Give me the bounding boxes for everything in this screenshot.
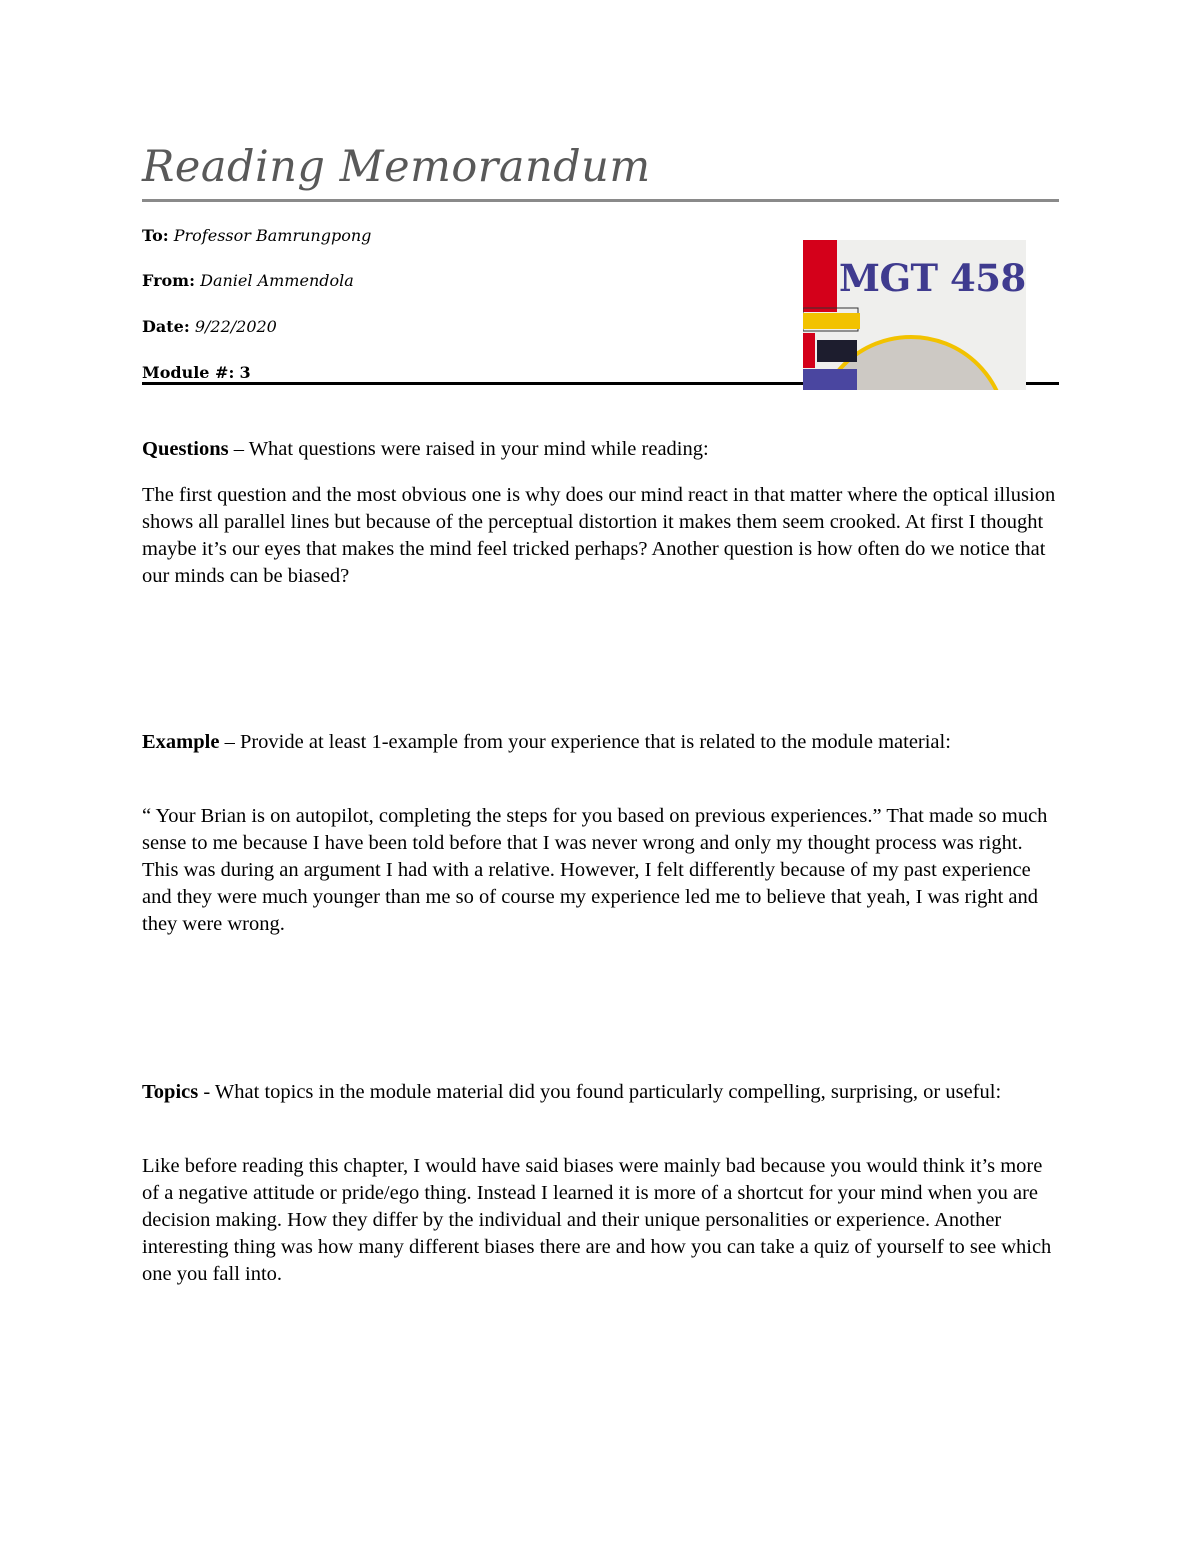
to-line: [142, 226, 371, 245]
module-line: [142, 363, 251, 382]
title-divider: [142, 199, 1059, 202]
logo-purple-block: [803, 369, 857, 390]
date-line: [142, 317, 277, 336]
from-line: [142, 271, 354, 290]
example-answer: “ Your Brian is on autopilot, completing the steps for you based on previous experiences.” That made so much sense to me because I have been told before that I was never wrong and only my thought process was right. This was during an argument I had with a relative. However, I felt differently because of my past experience and they were much younger than me so of course my experience led me to believe that yeah, I was right and they were wrong.: [142, 805, 1048, 935]
to-value: Professor Bamrungpong: [173, 226, 372, 245]
course-logo: [803, 240, 1026, 390]
module-value: 3: [239, 363, 251, 382]
questions-label: Questions: [142, 438, 229, 460]
from-value: Daniel Ammendola: [200, 271, 354, 290]
topics-heading: [142, 1079, 1062, 1106]
questions-heading: [142, 436, 1062, 463]
from-label: From:: [142, 271, 196, 290]
questions-prompt: – What questions were raised in your mind while reading:: [228, 438, 709, 460]
module-label: Module #:: [142, 363, 235, 382]
memo-title: Reading Memorandum: [142, 142, 651, 192]
example-label: Example: [142, 731, 220, 753]
logo-red-block-bottom: [803, 333, 815, 368]
logo-red-block-top: [803, 240, 837, 312]
topics-answer: Like before reading this chapter, I would have said biases were mainly bad because you would think it’s more of a negative attitude or pride/ego thing. Instead I learned it is more of a shortcut for your mind when you are decision making. How they differ by the individual and their unique personalities or experience. Another interesting thing was how many different biases there are and how you can take a quiz of yourself to see which one you fall into.: [142, 1155, 1052, 1285]
example-prompt: – Provide at least 1-example from your experience that is related to the module material:: [219, 731, 951, 753]
example-heading: [142, 729, 1062, 756]
topics-label: Topics: [142, 1081, 199, 1103]
date-label: Date:: [142, 317, 190, 336]
topics-prompt: - What topics in the module material did you found particularly compelling, surprising, or useful:: [198, 1081, 1002, 1103]
logo-yellow-bar: [803, 313, 860, 329]
logo-text: MGT 458: [839, 256, 1026, 300]
logo-navy-block: [817, 340, 857, 362]
date-value: 9/22/2020: [194, 317, 277, 336]
to-label: To:: [142, 226, 169, 245]
questions-answer: The first question and the most obvious one is why does our mind react in that matter where the optical illusion shows all parallel lines but because of the perceptual distortion it makes them seem crooked. At first I thought maybe it’s our eyes that makes the mind feel tricked perhaps? Another question is how often do we notice that our minds can be biased?: [142, 484, 1056, 587]
